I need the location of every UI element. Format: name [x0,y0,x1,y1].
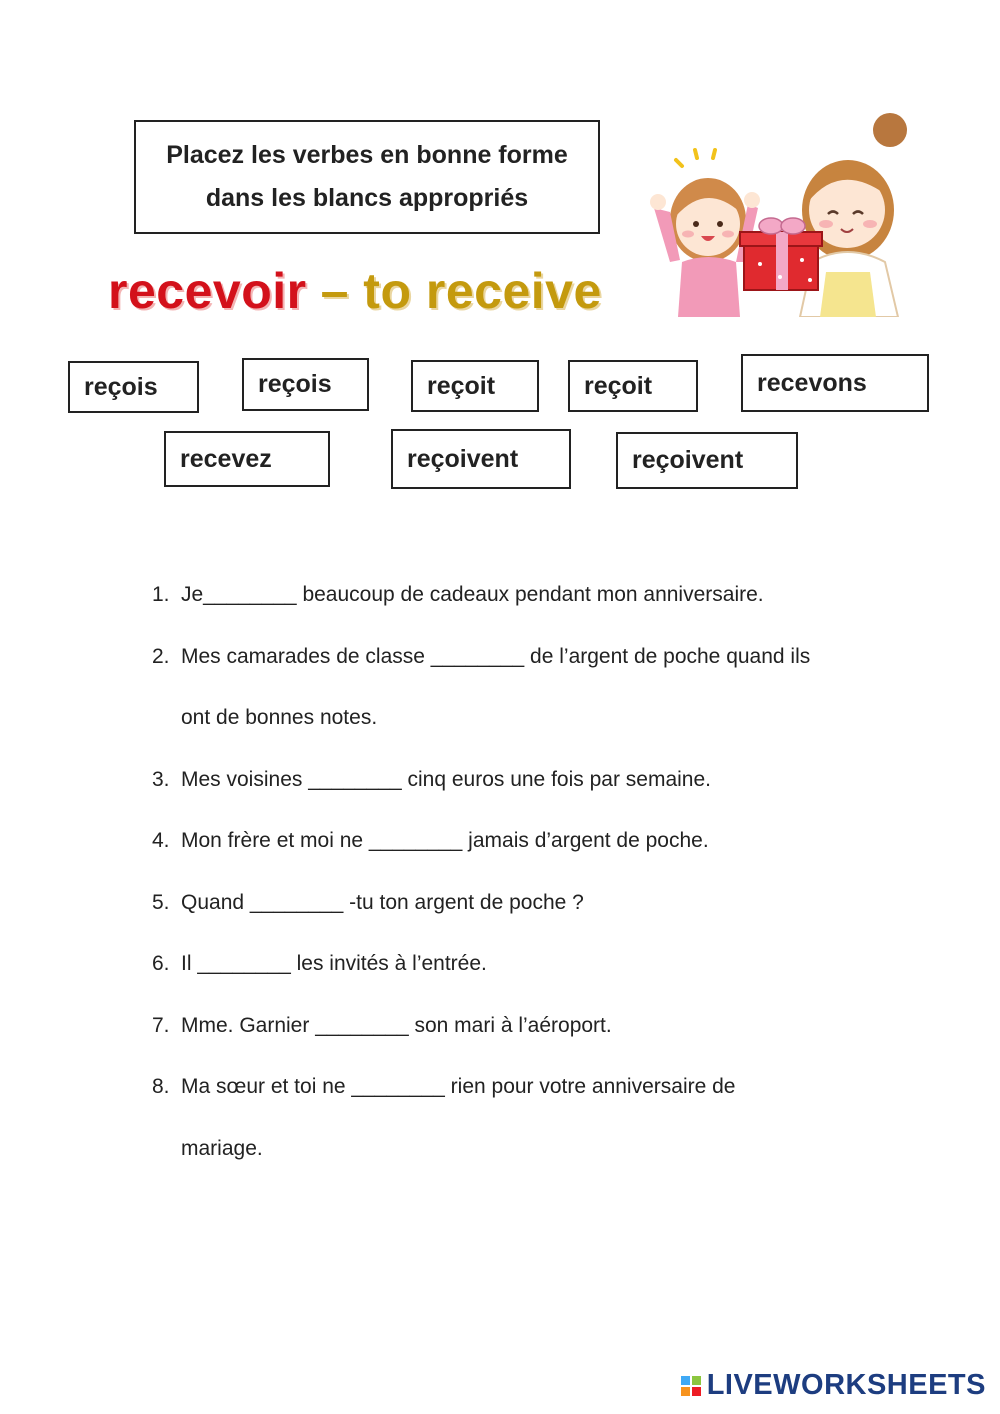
exercise-number: 6. [152,952,170,975]
exercise-text: Quand ________ -tu ton argent de poche ? [181,891,584,914]
exercise-item [152,1075,736,1099]
girl-receiving-gift-illustration [640,112,920,317]
word-bank-item: recevez [164,431,330,487]
exercise-number: 8. [152,1075,170,1098]
exercise-item [152,829,709,853]
page-title [108,262,602,320]
exercise-text-continuation: ont de bonnes notes. [181,706,378,729]
instruction-line-1: Placez les verbes en bonne forme [166,141,568,169]
exercise-text: Il ________ les invités à l’entrée. [181,952,487,975]
word-bank-item: reçois [242,358,369,411]
exercise-number: 1. [152,583,170,606]
exercise-number: 4. [152,829,170,852]
instruction-line-2: dans les blancs appropriés [205,184,529,212]
exercise-number: 3. [152,768,170,791]
exercise-number: 7. [152,1014,170,1037]
word-bank-item: reçoit [568,360,698,412]
liveworksheets-brand[interactable] [681,1369,986,1402]
brand-name: LIVEWORKSHEETS [706,1369,986,1401]
exercise-text-continuation: mariage. [181,1137,263,1160]
exercise-item [152,645,811,669]
word-bank-item: reçoivent [391,429,571,489]
exercise-number: 2. [152,645,170,668]
exercise-text: Je________ beaucoup de cadeaux pendant mon anniversaire. [181,583,764,606]
liveworksheets-logo-icon [681,1376,701,1396]
exercise-item [152,952,487,976]
exercise-item [152,1014,612,1038]
exercise-item [152,768,711,792]
exercise-number: 5. [152,891,170,914]
exercise-text: Mes camarades de classe ________ de l’argent de poche quand ils [181,645,811,668]
title-translation: – to receive [320,263,602,319]
exercise-item [152,583,764,607]
exercise-text: Mes voisines ________ cinq euros une fois par semaine. [181,768,711,791]
title-verb: recevoir [108,263,307,319]
instruction-box [134,120,600,234]
word-bank-item: reçois [68,361,199,413]
word-bank-item: recevons [741,354,929,412]
exercise-text: Mme. Garnier ________ son mari à l’aéroport. [181,1014,612,1037]
exercise-item [152,891,584,915]
exercise-text: Ma sœur et toi ne ________ rien pour votre anniversaire de [181,1075,736,1098]
exercise-text: Mon frère et moi ne ________ jamais d’argent de poche. [181,829,709,852]
word-bank-item: reçoit [411,360,539,412]
word-bank-item: reçoivent [616,432,798,489]
